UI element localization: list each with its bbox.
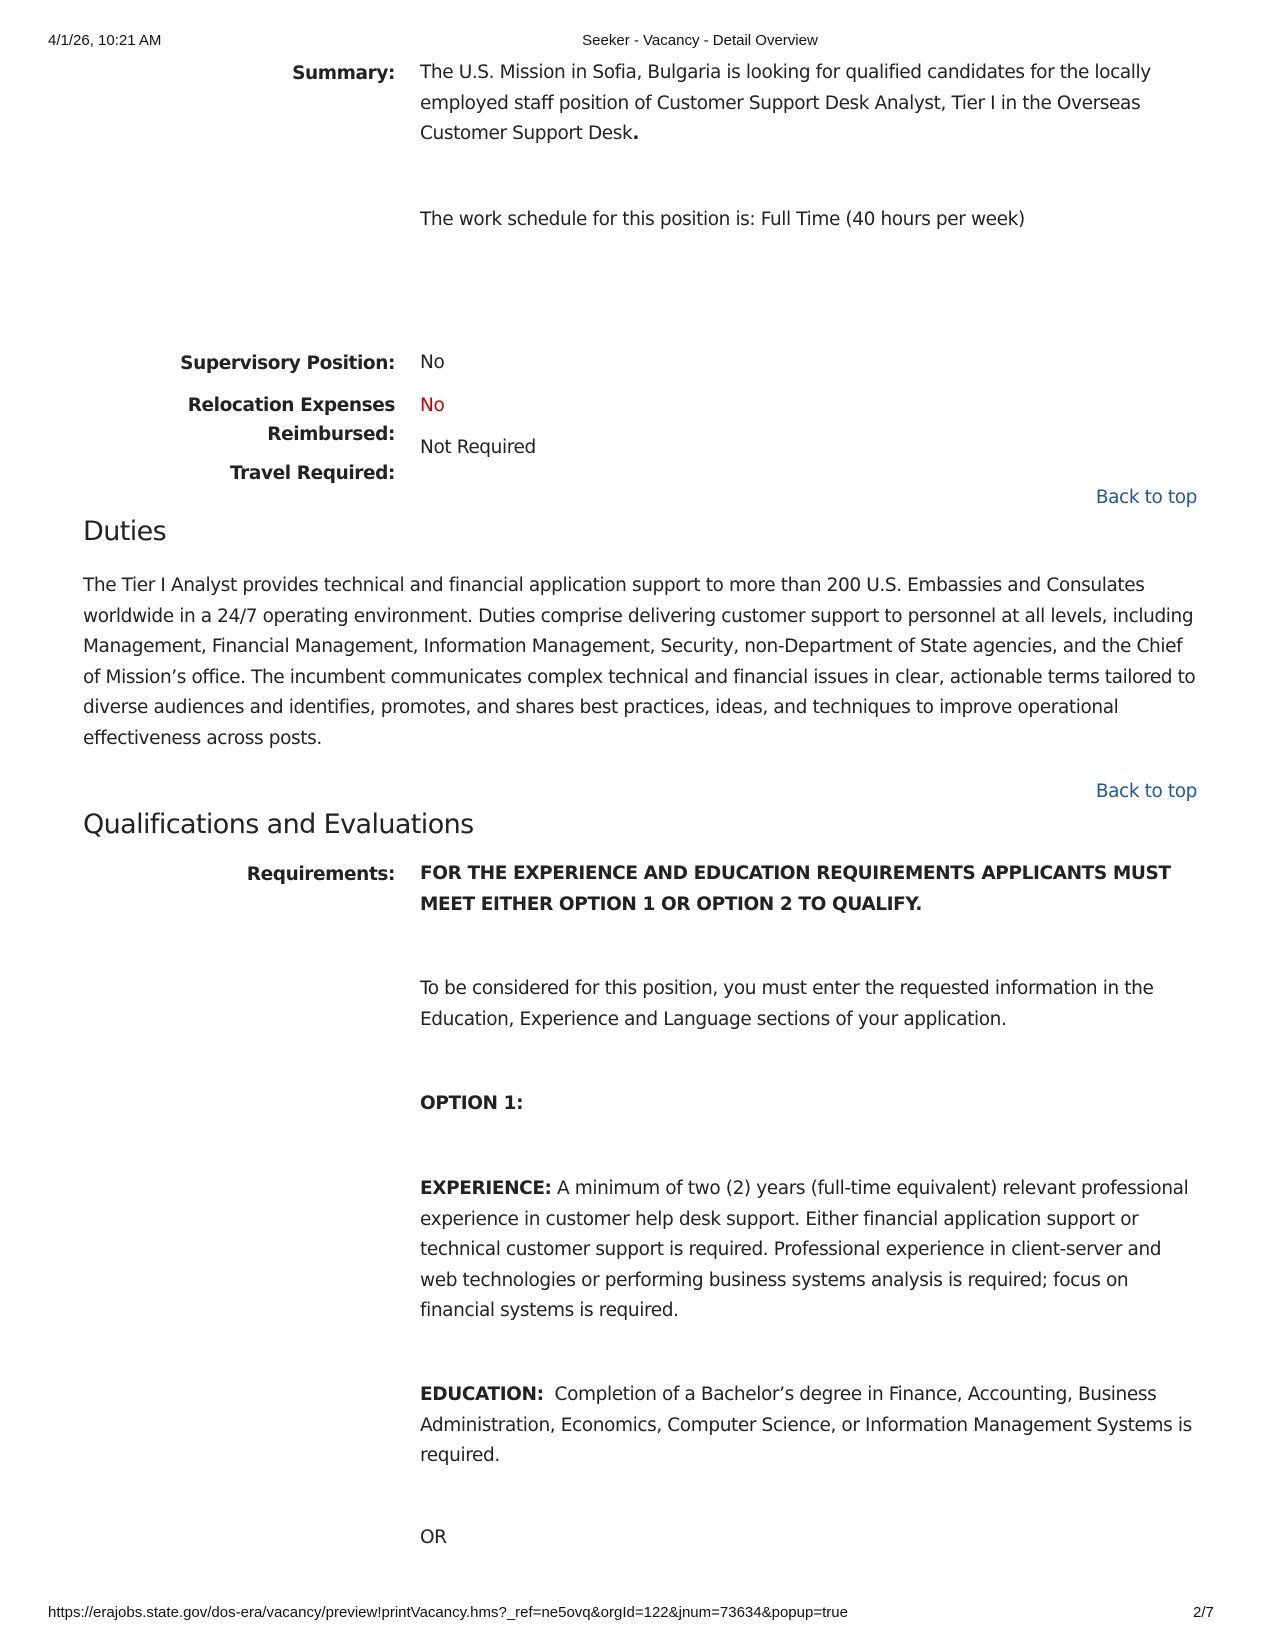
print-page-title: Seeker - Vacancy - Detail Overview bbox=[582, 32, 818, 49]
experience-text: A minimum of two (2) years (full-time equivalent) relevant professional experience in customer help desk support. Either financial application support or technical customer support is required. Professional experience in client-server and web technologies or performing business systems analysis is required; focus on financial systems is required. bbox=[420, 1178, 1189, 1321]
relocation-label-line-1: Relocation Expenses bbox=[187, 395, 395, 416]
summary-text: The U.S. Mission in Sofia, Bulgaria is looking for qualified candidates for the locally employed staff position of Customer Support Desk Analyst, Tier I in the Overseas Customer Support Desk bbox=[420, 62, 1151, 144]
summary-label: Summary: bbox=[292, 63, 395, 84]
supervisory-position-label: Supervisory Position: bbox=[180, 353, 395, 374]
print-datetime: 4/1/26, 10:21 AM bbox=[48, 32, 162, 49]
print-url: https://erajobs.state.gov/dos-era/vacancy/preview!printVacancy.hms?_ref=ne5ovq&orgId=122&jnum=73634&popup=true bbox=[48, 1604, 848, 1621]
summary-paragraph-1 bbox=[420, 58, 1200, 150]
relocation-expenses-value: No bbox=[420, 395, 445, 416]
requirements-instruction: To be considered for this position, you must enter the requested information in the Education, Experience and Language sections of your application. bbox=[420, 978, 1154, 1030]
option-1-label: OPTION 1: bbox=[420, 1093, 524, 1114]
back-to-top-link[interactable]: Back to top bbox=[1095, 781, 1197, 802]
relocation-label-line-2: Reimbursed: bbox=[267, 424, 395, 445]
travel-required-value: Not Required bbox=[420, 437, 536, 458]
supervisory-position-value: No bbox=[420, 352, 445, 373]
requirements-intro: FOR THE EXPERIENCE AND EDUCATION REQUIREMENTS APPLICANTS MUST MEET EITHER OPTION 1 OR OPTION 2 TO QUALIFY. bbox=[420, 863, 1171, 915]
experience-requirement bbox=[420, 1174, 1200, 1327]
duties-heading: Duties bbox=[83, 516, 167, 547]
education-text: Completion of a Bachelor’s degree in Finance, Accounting, Business Administration, Economics, Computer Science, or Information Management Systems is required. bbox=[420, 1384, 1198, 1466]
experience-label: EXPERIENCE: bbox=[420, 1178, 552, 1199]
travel-required-label: Travel Required: bbox=[229, 463, 395, 484]
summary-period: . bbox=[632, 123, 639, 144]
back-to-top-link[interactable]: Back to top bbox=[1095, 487, 1197, 508]
requirements-label: Requirements: bbox=[246, 864, 395, 885]
duties-text: The Tier I Analyst provides technical and financial application support to more than 200 U.S. Embassies and Consulates worldwide in a 24/7 operating environment. Duties comprise delivering customer support to personnel at all levels, including Management, Financial Management, Information Management, Security, non-Department of State agencies, and the Chief of Mission’s office. The incumbent communicates complex technical and financial issues in clear, actionable terms tailored to diverse audiences and identifies, promotes, and shares best practices, ideas, and techniques to improve operational effectiveness across posts. bbox=[83, 575, 1196, 749]
work-schedule-text: The work schedule for this position is: Full Time (40 hours per week) bbox=[420, 209, 1025, 230]
qualifications-heading: Qualifications and Evaluations bbox=[83, 809, 474, 840]
or-separator: OR bbox=[420, 1527, 447, 1548]
print-page-number: 2/7 bbox=[1193, 1604, 1214, 1621]
education-label: EDUCATION: bbox=[420, 1384, 544, 1405]
education-requirement bbox=[420, 1380, 1200, 1472]
relocation-expenses-label bbox=[188, 391, 395, 449]
